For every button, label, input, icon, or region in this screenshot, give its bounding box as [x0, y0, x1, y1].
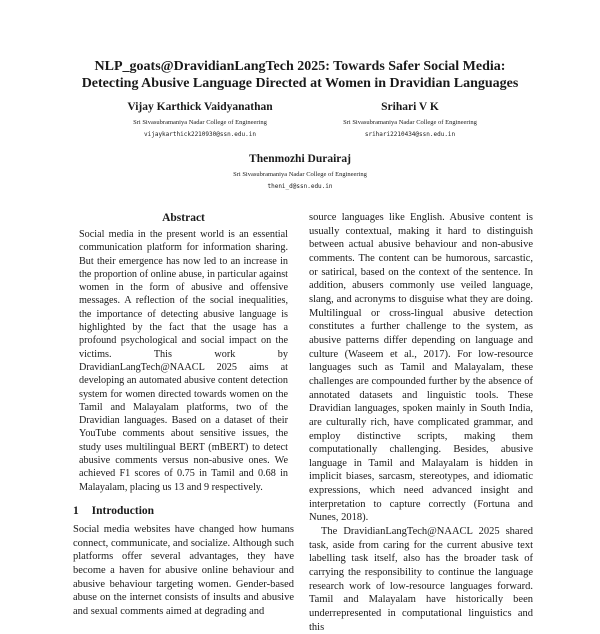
abstract-heading: Abstract: [162, 212, 205, 224]
title-line-1: NLP_goats@DravidianLangTech 2025: Towards Safer Social Media:: [94, 59, 506, 74]
section-number: 1: [73, 504, 79, 517]
author-block: [320, 100, 500, 139]
section-heading: [73, 504, 294, 518]
author-affiliation: Sri Sivasubramaniya Nadar College of Engineering: [133, 119, 267, 126]
paper-title: [40, 58, 560, 92]
author-block: [205, 152, 395, 191]
author-email: theni_d@ssn.edu.in: [267, 183, 333, 190]
title-line-2: Detecting Abusive Language Directed at Women in Dravidian Languages: [81, 76, 519, 91]
abstract-text: Social media in the present world is an essential communication platform for information sharing. But their emergence has now led to an increase in the proportion of online abuse, in particular against women in the form of abusive and offensive messages. A reflection of the social inequalities, the importance of detecting abusive language is highlighted by the fact that the usage has a profound psychological and social impact on the victims. This work by DravidianLangTech@NAACL 2025 aims at developing an automated abusive content detection system for women directed towards women on the Tamil and Malayalam platforms, two of the Dravidian languages. Based on a dataset of their YouTube comments about sensitive issues, the study uses multilingual BERT (mBERT) to detect abusive comments versus non-abusive ones. We achieved F1 scores of 0.75 in Tamil and 0.68 in Malayalam, placing us 13 and 9 respectively.: [79, 229, 288, 493]
author-email: srihari2210434@ssn.edu.in: [364, 131, 456, 138]
author-email: vijaykarthick2210930@ssn.edu.in: [144, 131, 256, 138]
left-column: [73, 211, 294, 619]
author-name: Srihari V K: [381, 101, 439, 113]
intro-paragraph: Social media websites have changed how humans connect, communicate, and socialize. Although such platforms offer several advantages, they have become a haven for abusive online behaviour and abusive behaviour targeting women. Gender-based abuse on the internet consists of insults and abusive and sexual comments aimed at degrading and: [73, 523, 294, 617]
author-name: Thenmozhi Durairaj: [249, 153, 351, 165]
right-column: [309, 211, 533, 634]
author-name: Vijay Karthick Vaidyanathan: [127, 101, 273, 113]
body-paragraph: source languages like English. Abusive content is usually contextual, making it hard to distinguish between actual abusive behaviour and non-abusive comments. The content can be humorous, sarcastic, or satirical, based on the context of the sentence. In addition, abusers commonly use veiled language, slang, and acronyms to disguise what they are doing. Multilingual or cross-lingual abusive detection constitutes a further challenge to the system, as abusive patterns differ depending on language and culture (Waseem et al., 2017). For low-resource languages such as Tamil and Malayalam, these challenges are compounded further by the absence of annotated datasets and linguistic tools. These Dravidian languages, spoken mainly in South India, are culturally rich, have complicated grammar, and employ distinctive scripts, making them computationally challenging. Besides, abusive language in Tamil and Malayalam is hidden in implicit biases, sarcasm, stereotypes, and idiomatic expressions, which need advanced insight and interpretation to capture correctly (Fortuna and Nunes, 2018).: [309, 212, 533, 524]
author-affiliation: Sri Sivasubramaniya Nadar College of Engineering: [343, 119, 477, 126]
section-title: Introduction: [91, 504, 155, 517]
author-affiliation: Sri Sivasubramaniya Nadar College of Engineering: [233, 171, 367, 178]
author-block: [105, 100, 295, 139]
body-paragraph: The DravidianLangTech@NAACL 2025 shared task, aside from caring for the current abusive text labelling task itself, also has the broader task of carrying the responsibility to continue the language research work of low-resource languages forward. Tamil and Malayalam have historically been underrepresented in computational linguistics and this: [309, 526, 533, 633]
